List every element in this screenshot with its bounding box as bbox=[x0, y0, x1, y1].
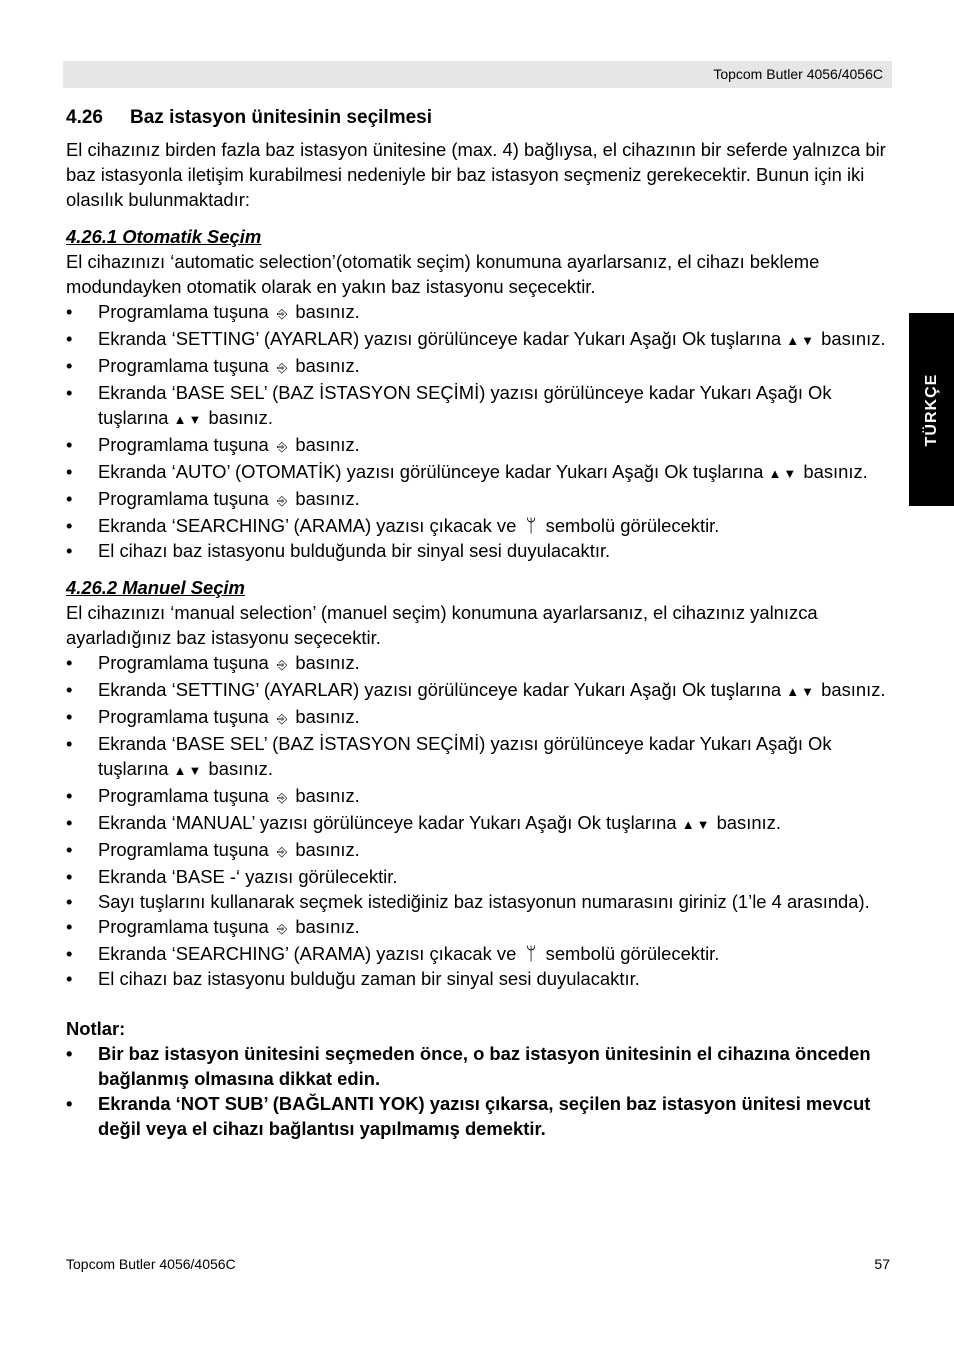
list-item bbox=[66, 783, 892, 810]
note-item: • Bir baz istasyon ünitesini seçmeden önce, o baz istasyon ünitesinin el cihazına önceden bağlanmış olmasına dikkat edin. bbox=[66, 1041, 892, 1091]
antenna-signal-icon: ᛘ bbox=[525, 943, 537, 964]
step-text-end: basınız. bbox=[295, 785, 360, 806]
step-text: Programlama tuşuna bbox=[98, 434, 269, 455]
step-text: Programlama tuşuna bbox=[98, 706, 269, 727]
header-title: Topcom Butler 4056/4056C bbox=[713, 66, 883, 82]
manual-steps-list bbox=[66, 650, 892, 991]
up-down-arrow-icon: ▲▼ bbox=[681, 817, 712, 832]
step-text-end: basınız. bbox=[295, 652, 360, 673]
step-text-end: basınız. bbox=[295, 488, 360, 509]
manual-selection-heading: 4.26.2 Manuel Seçim bbox=[66, 577, 245, 598]
step-text: Programlama tuşuna bbox=[98, 355, 269, 376]
note-item: • Ekranda ‘NOT SUB’ (BAĞLANTI YOK) yazısı çıkarsa, seçilen baz istasyon ünitesi mevcut değil veya el cihazı bağlantısı yapılmamış demektir. bbox=[66, 1091, 892, 1141]
manual-selection-intro: El cihazınızı ‘manual selection’ (manuel seçim) konumuna ayarlarsanız, el cihazınız yalnızca ayarladığınız baz istasyonu seçecektir. bbox=[66, 602, 818, 648]
program-key-icon: ⎆ bbox=[276, 360, 288, 375]
list-item bbox=[66, 677, 892, 704]
step-text: Ekranda ‘AUTO’ (OTOMATİK) yazısı görülünceye kadar Yukarı Aşağı Ok tuşlarına bbox=[98, 461, 764, 482]
up-down-arrow-icon: ▲▼ bbox=[173, 763, 204, 778]
step-text: Programlama tuşuna bbox=[98, 785, 269, 806]
step-text-end: basınız. bbox=[295, 434, 360, 455]
step-text: Ekranda ‘SETTING’ (AYARLAR) yazısı görülünceye kadar Yukarı Aşağı Ok tuşlarına bbox=[98, 328, 782, 349]
page-header bbox=[63, 61, 892, 88]
list-item bbox=[66, 914, 892, 941]
step-text-end: basınız. bbox=[295, 301, 360, 322]
language-tab-label: TÜRKÇE bbox=[922, 373, 940, 446]
step-text-end: basınız. bbox=[295, 916, 360, 937]
step-text: Programlama tuşuna bbox=[98, 916, 269, 937]
list-item bbox=[66, 299, 892, 326]
program-key-icon: ⎆ bbox=[276, 493, 288, 508]
list-item bbox=[66, 837, 892, 864]
list-item bbox=[66, 966, 892, 991]
step-text: Programlama tuşuna bbox=[98, 839, 269, 860]
auto-selection-heading: 4.26.1 Otomatik Seçim bbox=[66, 226, 262, 247]
language-tab bbox=[909, 313, 954, 506]
list-item bbox=[66, 432, 892, 459]
section-title: Baz istasyon ünitesinin seçilmesi bbox=[130, 107, 432, 128]
up-down-arrow-icon: ▲▼ bbox=[173, 412, 204, 427]
step-text: Programlama tuşuna bbox=[98, 488, 269, 509]
section-number: 4.26 bbox=[66, 107, 103, 128]
auto-selection-intro: El cihazınızı ‘automatic selection’(otomatik seçim) konumuna ayarlarsanız, el cihazı bekleme modundayken otomatik olarak en yakın baz istasyonu seçecektir. bbox=[66, 251, 820, 297]
notes-title: Notlar: bbox=[66, 1018, 126, 1039]
step-text: Ekranda ‘BASE -‘ yazısı görülecektir. bbox=[98, 866, 398, 887]
step-text: El cihazı baz istasyonu bulduğu zaman bir sinyal sesi duyulacaktır. bbox=[98, 968, 640, 989]
list-item bbox=[66, 731, 892, 783]
step-text-end: basınız. bbox=[295, 355, 360, 376]
step-text-end: basınız. bbox=[716, 812, 781, 833]
step-text: Programlama tuşuna bbox=[98, 652, 269, 673]
step-text-end: basınız. bbox=[295, 839, 360, 860]
program-key-icon: ⎆ bbox=[276, 657, 288, 672]
program-key-icon: ⎆ bbox=[276, 790, 288, 805]
list-item bbox=[66, 864, 892, 889]
step-text-end: basınız. bbox=[821, 679, 886, 700]
notes-list bbox=[66, 1041, 892, 1141]
up-down-arrow-icon: ▲▼ bbox=[786, 333, 816, 348]
page-content bbox=[66, 105, 892, 1141]
program-key-icon: ⎆ bbox=[276, 844, 288, 859]
list-item bbox=[66, 326, 892, 353]
program-key-icon: ⎆ bbox=[276, 711, 288, 726]
step-text-end: sembolü görülecektir. bbox=[545, 943, 720, 964]
step-text: Sayı tuşlarını kullanarak seçmek istediğiniz baz istasyonun numarasını giriniz (1’le 4 arasında). bbox=[98, 891, 870, 912]
step-text-end: basınız. bbox=[803, 461, 868, 482]
step-text: Ekranda ‘SEARCHING’ (ARAMA) yazısı çıkacak ve bbox=[98, 515, 517, 536]
auto-steps-list bbox=[66, 299, 892, 563]
step-text-end: basınız. bbox=[208, 758, 273, 779]
program-key-icon: ⎆ bbox=[276, 439, 288, 454]
step-text-end: basınız. bbox=[295, 706, 360, 727]
section-intro: El cihazınız birden fazla baz istasyon ünitesine (max. 4) bağlıysa, el cihazının bir seferde yalnızca bir baz istasyonla iletişim kurabilmesi nedeniyle bir baz istasyon seçmeniz gerekecektir. Bunun için iki olasılık bulunmaktadır: bbox=[66, 139, 886, 210]
list-item bbox=[66, 704, 892, 731]
section-heading bbox=[66, 105, 892, 131]
list-item bbox=[66, 889, 892, 914]
list-item bbox=[66, 538, 892, 563]
step-text: Ekranda ‘BASE SEL’ (BAZ İSTASYON SEÇİMİ) yazısı görülünceye kadar Yukarı Aşağı Ok tuşlarına bbox=[98, 733, 832, 779]
step-text-end: basınız. bbox=[821, 328, 886, 349]
step-text: El cihazı baz istasyonu bulduğunda bir sinyal sesi duyulacaktır. bbox=[98, 540, 611, 561]
list-item bbox=[66, 513, 892, 538]
list-item bbox=[66, 353, 892, 380]
antenna-signal-icon: ᛘ bbox=[525, 515, 537, 536]
step-text: Ekranda ‘SETTING’ (AYARLAR) yazısı görülünceye kadar Yukarı Aşağı Ok tuşlarına bbox=[98, 679, 782, 700]
list-item bbox=[66, 486, 892, 513]
up-down-arrow-icon: ▲▼ bbox=[786, 684, 816, 699]
list-item bbox=[66, 650, 892, 677]
step-text-end: sembolü görülecektir. bbox=[545, 515, 720, 536]
program-key-icon: ⎆ bbox=[276, 306, 288, 321]
step-text-end: basınız. bbox=[208, 407, 273, 428]
page-number: 57 bbox=[874, 1256, 890, 1272]
list-item bbox=[66, 459, 892, 486]
step-text: Ekranda ‘MANUAL’ yazısı görülünceye kadar Yukarı Aşağı Ok tuşlarına bbox=[98, 812, 677, 833]
list-item bbox=[66, 941, 892, 966]
footer-product: Topcom Butler 4056/4056C bbox=[66, 1256, 236, 1272]
step-text: Programlama tuşuna bbox=[98, 301, 269, 322]
list-item bbox=[66, 380, 892, 432]
program-key-icon: ⎆ bbox=[276, 921, 288, 936]
step-text: Ekranda ‘BASE SEL’ (BAZ İSTASYON SEÇİMİ) yazısı görülünceye kadar Yukarı Aşağı Ok tuşlarına bbox=[98, 382, 832, 428]
step-text: Ekranda ‘SEARCHING’ (ARAMA) yazısı çıkacak ve bbox=[98, 943, 517, 964]
list-item bbox=[66, 810, 892, 837]
up-down-arrow-icon: ▲▼ bbox=[768, 466, 799, 481]
